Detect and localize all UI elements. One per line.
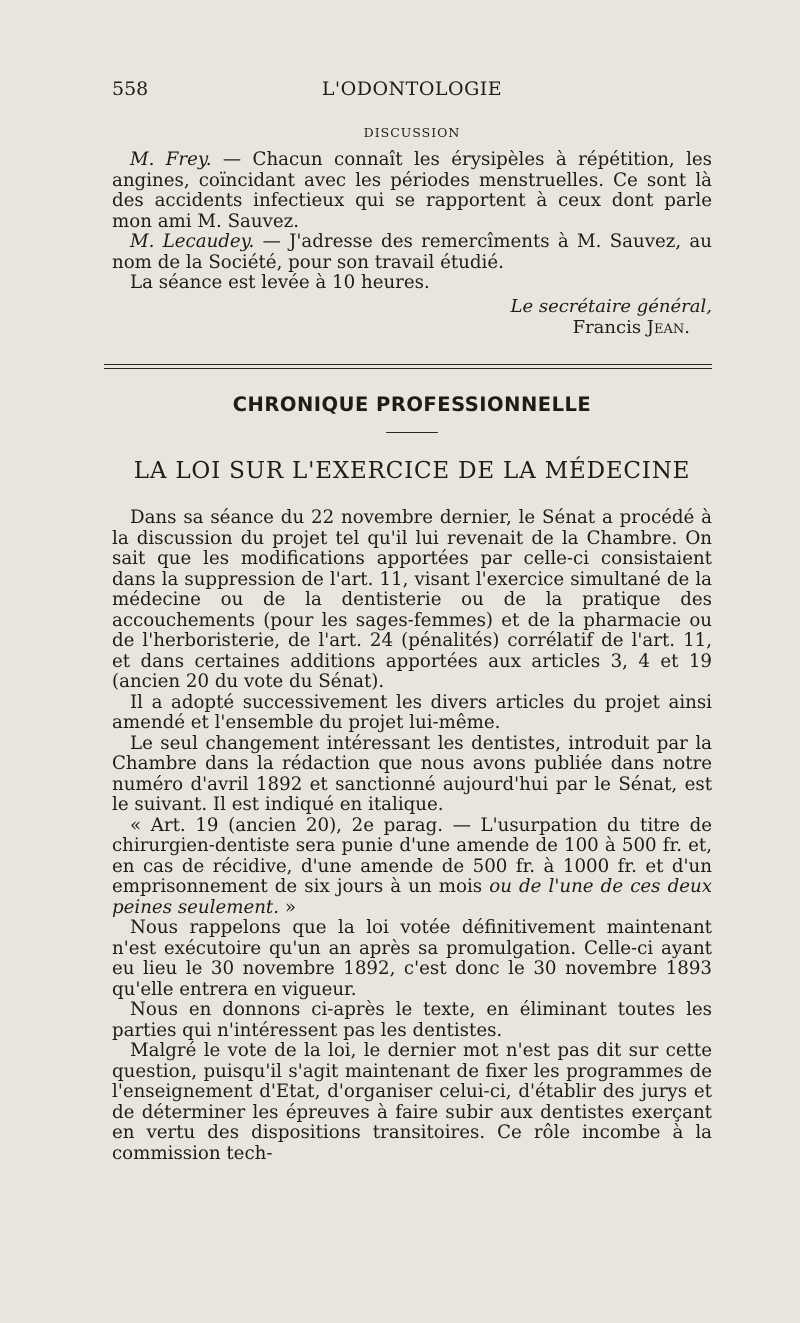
- page-number: 558: [112, 78, 149, 100]
- running-head: [112, 78, 712, 104]
- signature-first-name: Francis: [572, 317, 647, 338]
- article-title: LA LOI SUR L'EXERCICE DE LA MÉDECINE: [133, 458, 691, 484]
- article-body: [112, 508, 712, 1164]
- section-divider-bottom: [104, 368, 712, 369]
- paragraph-frey: [112, 150, 712, 232]
- article-paragraph: Malgré le vote de la loi, le dernier mot n'est pas dit sur cette question, puisqu'il s'agit maintenant de fixer les programmes de l'enseignement d'Etat, d'organiser celui-ci, d'établir des jurys et de déterminer les épreuves à faire subir aux dentistes exerçant en vertu des dispositions transitoires. Ce rôle incombe à la commission tech-: [112, 1040, 712, 1164]
- heading-short-rule: [386, 432, 438, 433]
- article-paragraph: Le seul changement intéressant les dentistes, introduit par la Chambre dans la rédaction que nous avons publiée dans notre numéro d'avril 1892 et sanctionné aujourd'hui par le Sénat, est le suivant. Il est indiqué en italique.: [112, 732, 712, 815]
- article-paragraph: Nous rappelons que la loi votée définitivement maintenant n'est exécutoire qu'un an après sa promulgation. Celle-ci ayant eu lieu le 30 novembre 1892, c'est donc le 30 novembre 1893 qu'elle entrera en vigueur.: [112, 917, 712, 1000]
- discussion-section: [112, 150, 712, 294]
- speaker-lecaudey: M. Lecaudey.: [130, 231, 255, 252]
- article-paragraph: Nous en donnons ci-après le texte, en éliminant toutes les parties qui n'intéressent pas les dentistes.: [112, 999, 712, 1041]
- signature-title: Le secrétaire général,: [510, 296, 712, 317]
- article-paragraph: Il a adopté successivement les divers articles du projet ainsi amendé et l'ensemble du projet lui-même.: [112, 691, 712, 733]
- section-divider-top: [104, 364, 712, 365]
- signature-name: [511, 317, 713, 338]
- lecaudey-text: — J'adresse des remercîments à M. Sauvez, au nom de la Société, pour son travail étudié.: [112, 231, 712, 273]
- quote-end: »: [279, 896, 296, 918]
- journal-title: L'ODONTOLOGIE: [321, 78, 503, 100]
- article-quote: [112, 816, 712, 919]
- article-paragraph: Dans sa séance du 22 novembre dernier, le Sénat a procédé à la discussion du projet tel qu'il lui revenait de la Chambre. On sait que les modifications apportées par celle-ci consistaient dans la suppression de l'art. 11, visant l'exercice simultané de la médecine ou de la dentisterie ou de la pratique des accouchements (pour les sages-femmes) et de la pharmacie ou de l'herboristerie, de l'art. 24 (pénalités) corrélatif de l'art. 11, et dans certaines additions apportées aux articles 3, 4 et 19 (ancien 20 du vote du Sénat).: [112, 507, 712, 692]
- chronique-heading: CHRONIQUE PROFESSIONNELLE: [232, 393, 592, 416]
- signature-last-name: Jean.: [646, 317, 690, 338]
- discussion-heading: DISCUSSION: [363, 125, 461, 140]
- frey-text: — Chacun connaît les érysipèles à répétition, les angines, coïncidant avec les périodes menstruelles. Ce sont là des accidents infectieux qui se rapportent à ceux dont parle mon ami M. Sauvez.: [112, 149, 712, 232]
- paragraph-closing: La séance est levée à 10 heures.: [130, 272, 430, 293]
- quote-main: « Art. 19 (ancien 20), 2e parag. — L'usurpation du titre de chirurgien-dentiste sera punie d'une amende de 100 à 500 fr. et, en cas de récidive, d'une amende de 500 fr. à 1000 fr. et d'un emprisonnement de six jours à un mois: [112, 814, 712, 897]
- paragraph-lecaudey: [112, 232, 712, 273]
- speaker-frey: M. Frey.: [130, 149, 212, 170]
- signature-block: [511, 296, 713, 338]
- quote-italic: ou de l'une de ces deux peines seulement.: [112, 876, 712, 918]
